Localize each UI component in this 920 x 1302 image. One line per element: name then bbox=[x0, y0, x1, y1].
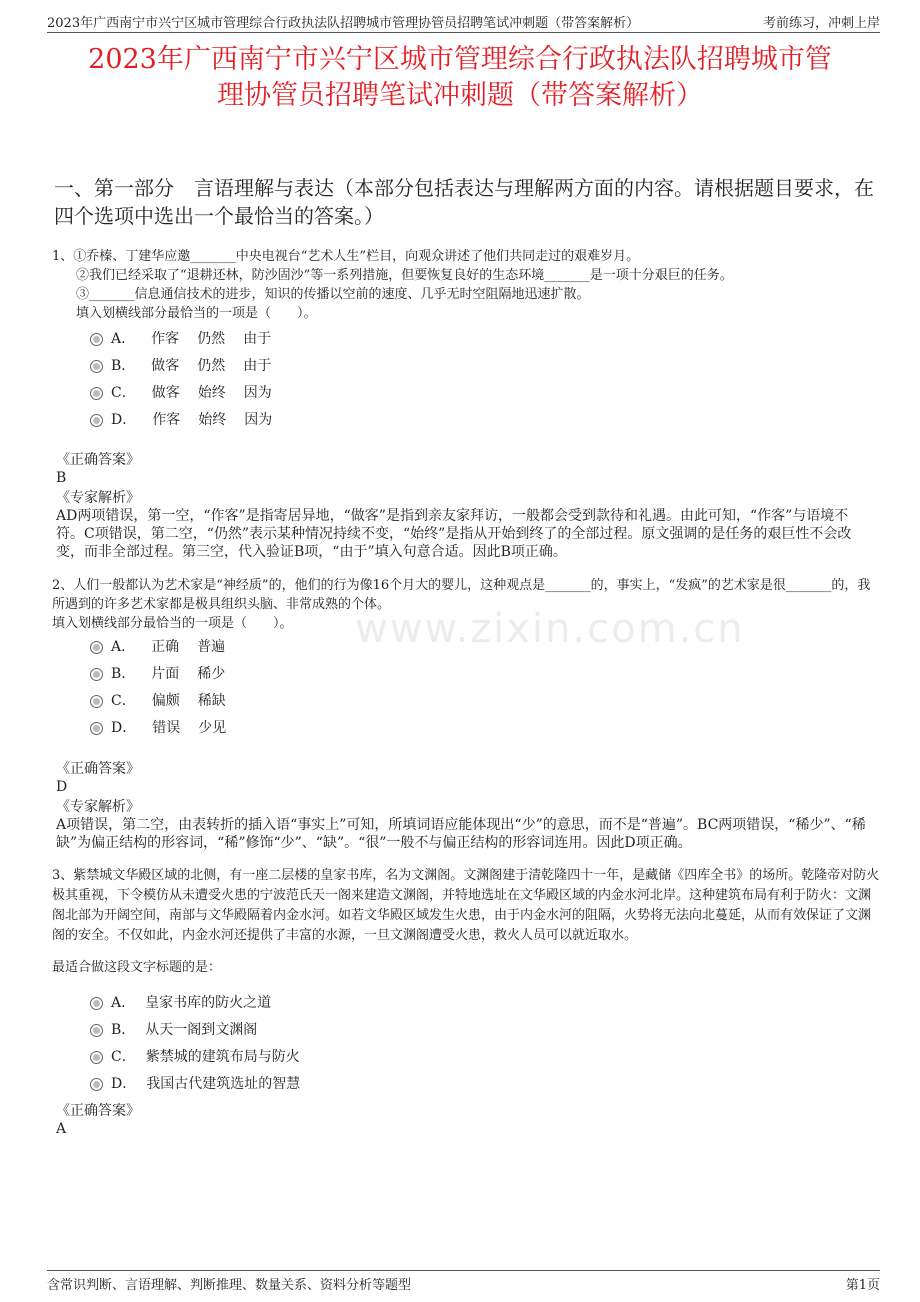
question-1-line-1: 1、①乔榛、丁建华应邀_______中央电视台“艺术人生”栏目，向观众讲述了他们共同走过的艰难岁月。 bbox=[52, 249, 640, 264]
q1-option-c[interactable]: C． 做客 始终 因为 bbox=[90, 378, 290, 405]
radio-icon[interactable] bbox=[90, 360, 103, 373]
q3-option-d[interactable]: D． 我国古代建筑选址的智慧 bbox=[90, 1069, 318, 1096]
question-3-options bbox=[90, 988, 318, 1096]
radio-icon[interactable] bbox=[90, 1024, 103, 1037]
q1-option-a[interactable]: A． 作客 仍然 由于 bbox=[90, 324, 290, 351]
header-doc-title: 2023年广西南宁市兴宁区城市管理综合行政执法队招聘城市管理协管员招聘笔试冲刺题（带答案解析） bbox=[47, 16, 640, 31]
q3-option-b[interactable]: B． 从天一阁到文渊阁 bbox=[90, 1015, 318, 1042]
q1-option-d[interactable]: D． 作客 始终 因为 bbox=[90, 405, 290, 432]
question-1-answer bbox=[56, 451, 886, 487]
question-2-options bbox=[90, 632, 244, 740]
question-1-line-2: ②我们已经采取了“退耕还林，防沙固沙”等一系列措施，但要恢复良好的生态环境_______是一项十分艰巨的任务。 bbox=[76, 268, 733, 283]
q2-option-c[interactable]: C． 偏颇 稀缺 bbox=[90, 686, 244, 713]
radio-icon[interactable] bbox=[90, 414, 103, 427]
radio-icon[interactable] bbox=[90, 668, 103, 681]
radio-icon[interactable] bbox=[90, 1078, 103, 1091]
q2-option-a[interactable]: A． 正确 普遍 bbox=[90, 632, 244, 659]
question-1-prompt: 填入划横线部分最恰当的一项是（ ）。 bbox=[76, 306, 317, 321]
question-2-text: 2、人们一般都认为艺术家是“神经质”的，他们的行为像16个月大的婴儿，这种观点是_______的，事实上，“发疯”的艺术家是很_______的，我所遇到的许多艺术家都是极具组织头脑、非常成熟的个体。 bbox=[52, 578, 871, 612]
page-header bbox=[47, 8, 880, 33]
question-3-stem: 3、紫禁城文华殿区域的北侧，有一座二层楼的皇家书库，名为文渊阁。文渊阁建于清乾隆四十一年，是藏储《四库全书》的场所。乾隆帝对防火极其重视，下令模仿从未遭受火患的宁波范氏天一阁来建造文渊阁，并特地选址在文华殿区域的内金水河北岸。这种建筑布局有利于防火：文渊阁北部为开阔空间，南部与文华殿隔着内金水河。如若文华殿区域发生火患，由于内金水河的阻隔，火势将无法向北蔓延，从而有效保证了文渊阁的安全。不仅如此，内金水河还提供了丰富的水源，一旦文渊阁遭受火患，救火人员可以就近取水。 bbox=[52, 868, 880, 943]
watermark: www.zixin.com.cn bbox=[355, 606, 745, 652]
q3-option-a[interactable]: A． 皇家书库的防火之道 bbox=[90, 988, 318, 1015]
question-2-answer bbox=[56, 760, 886, 796]
answer-value: D bbox=[56, 779, 68, 795]
question-1-stem bbox=[52, 247, 882, 323]
q2-option-b[interactable]: B． 片面 稀少 bbox=[90, 659, 244, 686]
question-1-options bbox=[90, 324, 290, 432]
title-line-1: 2023年广西南宁市兴宁区城市管理综合行政执法队招聘城市管 bbox=[88, 44, 832, 75]
page-footer bbox=[47, 1270, 880, 1293]
document-title bbox=[40, 42, 880, 114]
analysis-label: 《专家解析》 bbox=[56, 490, 140, 506]
question-2-prompt: 填入划横线部分最恰当的一项是（ ）。 bbox=[52, 616, 293, 631]
radio-icon[interactable] bbox=[90, 333, 103, 346]
answer-label: 《正确答案》 bbox=[56, 1103, 140, 1119]
radio-icon[interactable] bbox=[90, 387, 103, 400]
radio-icon[interactable] bbox=[90, 997, 103, 1010]
answer-value: A bbox=[56, 1121, 67, 1137]
answer-value: B bbox=[56, 470, 67, 486]
answer-label: 《正确答案》 bbox=[56, 761, 140, 777]
answer-label: 《正确答案》 bbox=[56, 452, 140, 468]
q1-option-b[interactable]: B． 做客 仍然 由于 bbox=[90, 351, 290, 378]
footer-description: 含常识判断、言语理解、判断推理、数量关系、资料分析等题型 bbox=[47, 1278, 412, 1293]
radio-icon[interactable] bbox=[90, 695, 103, 708]
radio-icon[interactable] bbox=[90, 722, 103, 735]
question-3-prompt: 最适合做这段文字标题的是： bbox=[52, 960, 222, 975]
question-3-answer bbox=[56, 1102, 886, 1138]
radio-icon[interactable] bbox=[90, 641, 103, 654]
question-1-analysis bbox=[56, 489, 866, 561]
radio-icon[interactable] bbox=[90, 1051, 103, 1064]
q3-option-c[interactable]: C． 紫禁城的建筑布局与防火 bbox=[90, 1042, 318, 1069]
title-line-2: 理协管员招聘笔试冲刺题（带答案解析） bbox=[217, 80, 703, 111]
analysis-label: 《专家解析》 bbox=[56, 799, 140, 815]
question-2-analysis bbox=[56, 798, 866, 852]
question-1-line-3: ③_______信息通信技术的进步，知识的传播以空前的速度、几乎无时空阻隔地迅速扩散。 bbox=[76, 287, 590, 302]
section-heading: 一、第一部分 言语理解与表达（本部分包括表达与理解两方面的内容。请根据题目要求，在四个选项中选出一个最恰当的答案。） bbox=[54, 176, 874, 228]
page-number: 第1页 bbox=[845, 1278, 880, 1293]
analysis-text: A项错误，第二空，由表转折的插入语“事实上”可知，所填词语应能体现出“少”的意思，而不是“普遍”。BC两项错误，“稀少”、“稀缺”为偏正结构的形容词，“稀”修饰“少”、“缺”。“很”一般不与偏正结构的形容词连用。因此D项正确。 bbox=[56, 817, 866, 851]
q2-option-d[interactable]: D． 错误 少见 bbox=[90, 713, 244, 740]
analysis-text: AD两项错误，第一空，“作客”是指寄居异地，“做客”是指到亲友家拜访，一般都会受到款待和礼遇。由此可知，“作客”与语境不符。C项错误，第二空，“仍然”表示某种情况持续不变，“始终”是指从开始到终了的全部过程。原文强调的是任务的艰巨性不会改变，而非全部过程。第三空，代入验证B项，“由于”填入句意合适。因此B项正确。 bbox=[56, 508, 852, 560]
question-2-stem bbox=[52, 576, 882, 633]
header-slogan: 考前练习，冲刺上岸 bbox=[762, 16, 880, 31]
